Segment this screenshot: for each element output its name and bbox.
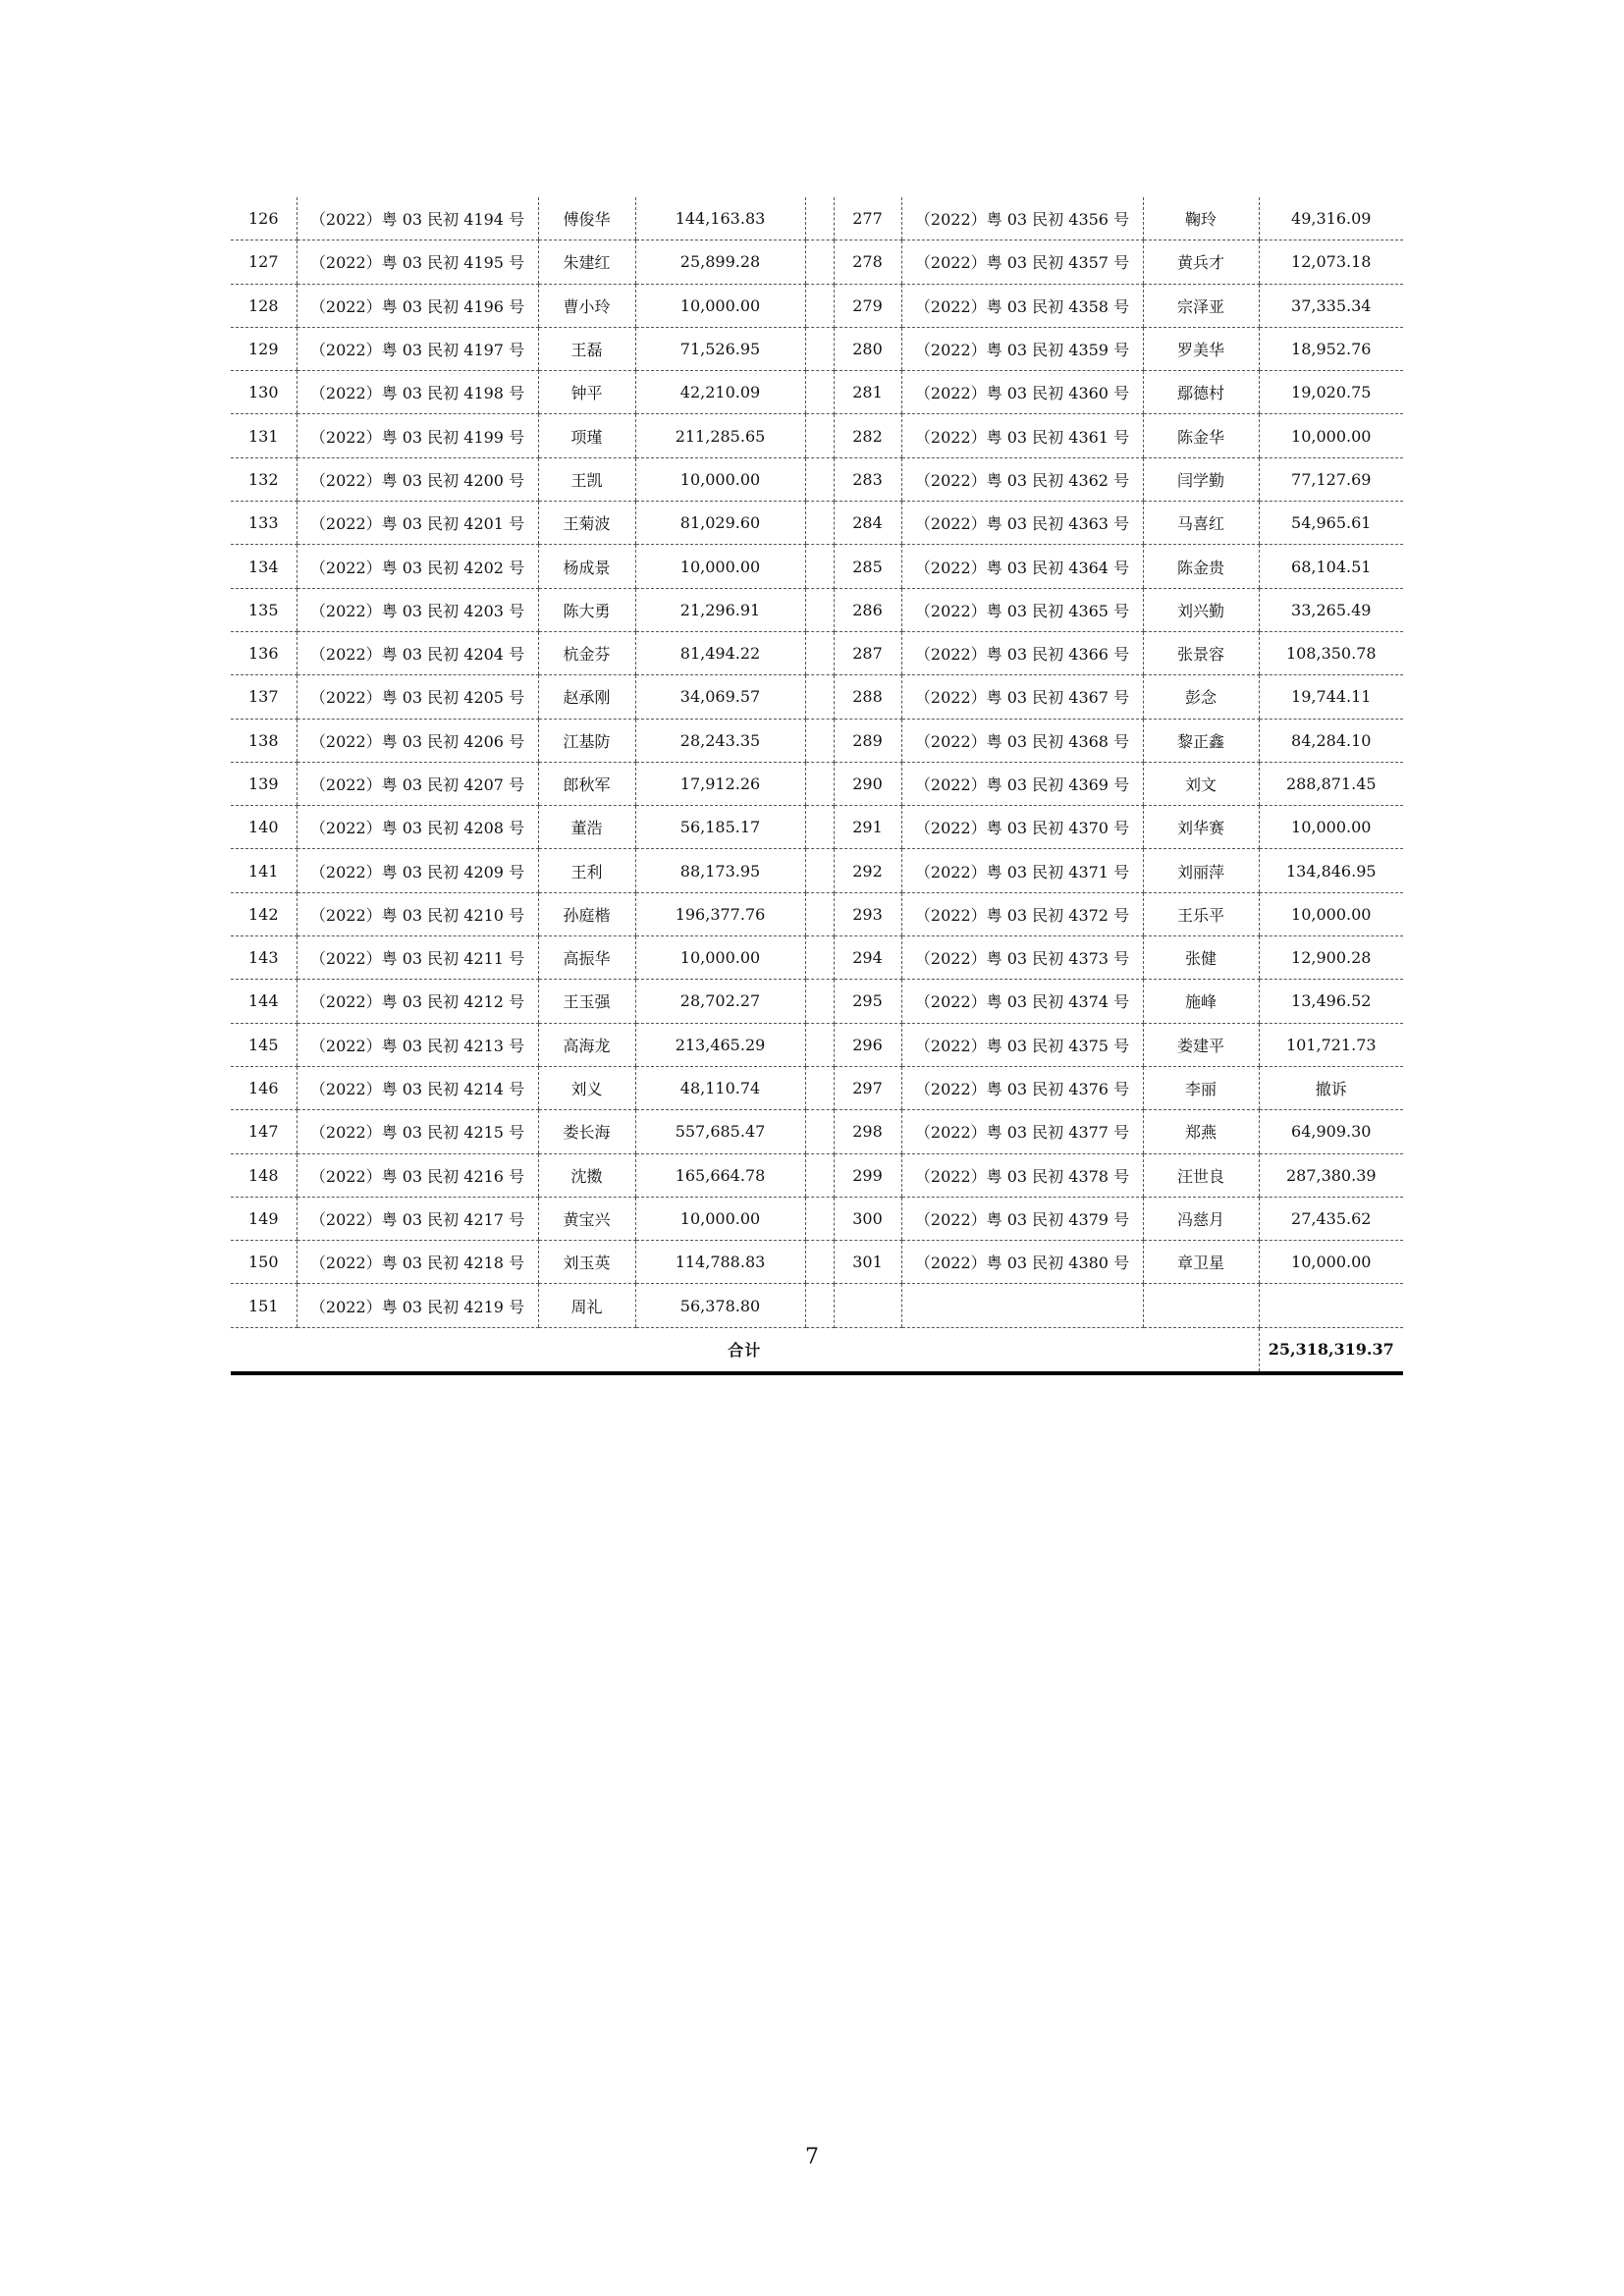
column-gap bbox=[805, 414, 834, 457]
table-row bbox=[231, 240, 1403, 284]
right-case-number: （2022）粤 03 民初 4370 号 bbox=[901, 806, 1143, 849]
right-row-index: 298 bbox=[834, 1110, 901, 1153]
left-party-name: 高海龙 bbox=[538, 1023, 635, 1066]
left-case-number: （2022）粤 03 民初 4219 号 bbox=[297, 1284, 538, 1327]
column-gap bbox=[805, 457, 834, 501]
right-party-name: 刘兴勤 bbox=[1143, 588, 1259, 631]
left-party-name: 陈大勇 bbox=[538, 588, 635, 631]
left-amount: 48,110.74 bbox=[635, 1066, 805, 1109]
left-case-number: （2022）粤 03 民初 4209 号 bbox=[297, 849, 538, 892]
left-row-index: 150 bbox=[231, 1241, 297, 1284]
right-amount: 84,284.10 bbox=[1259, 719, 1403, 762]
right-party-name: 马喜红 bbox=[1143, 502, 1259, 545]
column-gap bbox=[805, 545, 834, 588]
left-party-name: 江基防 bbox=[538, 719, 635, 762]
left-case-number: （2022）粤 03 民初 4204 号 bbox=[297, 631, 538, 674]
left-party-name: 杨成景 bbox=[538, 545, 635, 588]
left-party-name: 刘玉英 bbox=[538, 1241, 635, 1284]
column-gap bbox=[805, 675, 834, 719]
right-row-index bbox=[834, 1284, 901, 1327]
right-case-number: （2022）粤 03 民初 4366 号 bbox=[901, 631, 1143, 674]
table-row bbox=[231, 284, 1403, 327]
right-case-number bbox=[901, 1284, 1143, 1327]
column-gap bbox=[805, 980, 834, 1023]
left-amount: 10,000.00 bbox=[635, 284, 805, 327]
left-case-number: （2022）粤 03 民初 4208 号 bbox=[297, 806, 538, 849]
right-row-index: 300 bbox=[834, 1197, 901, 1240]
left-row-index: 136 bbox=[231, 631, 297, 674]
left-party-name: 高振华 bbox=[538, 936, 635, 980]
right-party-name: 罗美华 bbox=[1143, 327, 1259, 370]
total-value: 25,318,319.37 bbox=[1259, 1327, 1403, 1373]
right-party-name: 黄兵才 bbox=[1143, 240, 1259, 284]
table-body bbox=[231, 197, 1403, 1373]
left-case-number: （2022）粤 03 民初 4206 号 bbox=[297, 719, 538, 762]
case-amount-table bbox=[231, 197, 1403, 1375]
right-party-name: 郑燕 bbox=[1143, 1110, 1259, 1153]
table-row bbox=[231, 327, 1403, 370]
column-gap bbox=[805, 284, 834, 327]
left-amount: 10,000.00 bbox=[635, 545, 805, 588]
left-row-index: 148 bbox=[231, 1153, 297, 1197]
left-row-index: 132 bbox=[231, 457, 297, 501]
left-case-number: （2022）粤 03 民初 4207 号 bbox=[297, 762, 538, 805]
right-party-name: 鄢德村 bbox=[1143, 371, 1259, 414]
left-row-index: 149 bbox=[231, 1197, 297, 1240]
right-party-name: 鞠玲 bbox=[1143, 197, 1259, 240]
right-party-name: 闫学勤 bbox=[1143, 457, 1259, 501]
right-party-name: 张健 bbox=[1143, 936, 1259, 980]
right-amount: 10,000.00 bbox=[1259, 414, 1403, 457]
right-amount: 54,965.61 bbox=[1259, 502, 1403, 545]
left-row-index: 144 bbox=[231, 980, 297, 1023]
table-row bbox=[231, 1197, 1403, 1240]
left-case-number: （2022）粤 03 民初 4210 号 bbox=[297, 892, 538, 935]
left-amount: 34,069.57 bbox=[635, 675, 805, 719]
right-amount: 33,265.49 bbox=[1259, 588, 1403, 631]
left-amount: 114,788.83 bbox=[635, 1241, 805, 1284]
right-row-index: 277 bbox=[834, 197, 901, 240]
right-amount: 134,846.95 bbox=[1259, 849, 1403, 892]
right-case-number: （2022）粤 03 民初 4375 号 bbox=[901, 1023, 1143, 1066]
left-case-number: （2022）粤 03 民初 4213 号 bbox=[297, 1023, 538, 1066]
left-row-index: 146 bbox=[231, 1066, 297, 1109]
right-amount: 27,435.62 bbox=[1259, 1197, 1403, 1240]
right-case-number: （2022）粤 03 民初 4373 号 bbox=[901, 936, 1143, 980]
left-row-index: 139 bbox=[231, 762, 297, 805]
right-party-name: 彭念 bbox=[1143, 675, 1259, 719]
left-party-name: 王玉强 bbox=[538, 980, 635, 1023]
table-row bbox=[231, 892, 1403, 935]
table-row bbox=[231, 762, 1403, 805]
left-case-number: （2022）粤 03 民初 4202 号 bbox=[297, 545, 538, 588]
right-row-index: 292 bbox=[834, 849, 901, 892]
right-party-name: 宗泽亚 bbox=[1143, 284, 1259, 327]
table-row bbox=[231, 1284, 1403, 1327]
table-row bbox=[231, 588, 1403, 631]
left-amount: 88,173.95 bbox=[635, 849, 805, 892]
right-case-number: （2022）粤 03 民初 4357 号 bbox=[901, 240, 1143, 284]
left-row-index: 147 bbox=[231, 1110, 297, 1153]
page-number: 7 bbox=[805, 2145, 819, 2169]
right-row-index: 286 bbox=[834, 588, 901, 631]
left-amount: 25,899.28 bbox=[635, 240, 805, 284]
table-row bbox=[231, 980, 1403, 1023]
left-amount: 10,000.00 bbox=[635, 457, 805, 501]
right-case-number: （2022）粤 03 民初 4376 号 bbox=[901, 1066, 1143, 1109]
right-row-index: 282 bbox=[834, 414, 901, 457]
left-party-name: 周礼 bbox=[538, 1284, 635, 1327]
left-amount: 42,210.09 bbox=[635, 371, 805, 414]
table-row bbox=[231, 675, 1403, 719]
right-row-index: 287 bbox=[834, 631, 901, 674]
left-amount: 21,296.91 bbox=[635, 588, 805, 631]
right-row-index: 281 bbox=[834, 371, 901, 414]
left-case-number: （2022）粤 03 民初 4195 号 bbox=[297, 240, 538, 284]
left-row-index: 138 bbox=[231, 719, 297, 762]
right-row-index: 290 bbox=[834, 762, 901, 805]
right-amount: 12,900.28 bbox=[1259, 936, 1403, 980]
right-case-number: （2022）粤 03 民初 4362 号 bbox=[901, 457, 1143, 501]
table-row bbox=[231, 849, 1403, 892]
left-amount: 81,494.22 bbox=[635, 631, 805, 674]
left-party-name: 傅俊华 bbox=[538, 197, 635, 240]
table-row bbox=[231, 806, 1403, 849]
left-row-index: 130 bbox=[231, 371, 297, 414]
column-gap bbox=[805, 892, 834, 935]
right-party-name: 章卫星 bbox=[1143, 1241, 1259, 1284]
right-amount: 49,316.09 bbox=[1259, 197, 1403, 240]
left-row-index: 133 bbox=[231, 502, 297, 545]
right-party-name: 冯慈月 bbox=[1143, 1197, 1259, 1240]
right-row-index: 296 bbox=[834, 1023, 901, 1066]
right-party-name: 张景容 bbox=[1143, 631, 1259, 674]
left-amount: 211,285.65 bbox=[635, 414, 805, 457]
table-row bbox=[231, 1110, 1403, 1153]
right-row-index: 284 bbox=[834, 502, 901, 545]
right-case-number: （2022）粤 03 民初 4369 号 bbox=[901, 762, 1143, 805]
right-amount bbox=[1259, 1284, 1403, 1327]
left-party-name: 刘义 bbox=[538, 1066, 635, 1109]
table-row bbox=[231, 457, 1403, 501]
left-amount: 144,163.83 bbox=[635, 197, 805, 240]
right-row-index: 285 bbox=[834, 545, 901, 588]
column-gap bbox=[805, 1153, 834, 1197]
left-amount: 56,378.80 bbox=[635, 1284, 805, 1327]
right-row-index: 295 bbox=[834, 980, 901, 1023]
table-row bbox=[231, 502, 1403, 545]
right-party-name: 娄建平 bbox=[1143, 1023, 1259, 1066]
left-case-number: （2022）粤 03 民初 4215 号 bbox=[297, 1110, 538, 1153]
right-case-number: （2022）粤 03 民初 4379 号 bbox=[901, 1197, 1143, 1240]
column-gap bbox=[805, 588, 834, 631]
left-party-name: 董浩 bbox=[538, 806, 635, 849]
right-amount: 37,335.34 bbox=[1259, 284, 1403, 327]
left-amount: 196,377.76 bbox=[635, 892, 805, 935]
right-amount: 108,350.78 bbox=[1259, 631, 1403, 674]
column-gap bbox=[805, 631, 834, 674]
left-amount: 71,526.95 bbox=[635, 327, 805, 370]
left-row-index: 135 bbox=[231, 588, 297, 631]
right-party-name: 王乐平 bbox=[1143, 892, 1259, 935]
left-row-index: 127 bbox=[231, 240, 297, 284]
right-amount: 64,909.30 bbox=[1259, 1110, 1403, 1153]
right-amount: 撤诉 bbox=[1259, 1066, 1403, 1109]
right-row-index: 291 bbox=[834, 806, 901, 849]
column-gap bbox=[805, 936, 834, 980]
left-party-name: 王凯 bbox=[538, 457, 635, 501]
left-row-index: 129 bbox=[231, 327, 297, 370]
table-row bbox=[231, 1153, 1403, 1197]
right-row-index: 283 bbox=[834, 457, 901, 501]
left-amount: 56,185.17 bbox=[635, 806, 805, 849]
right-case-number: （2022）粤 03 民初 4363 号 bbox=[901, 502, 1143, 545]
right-party-name: 李丽 bbox=[1143, 1066, 1259, 1109]
left-amount: 28,243.35 bbox=[635, 719, 805, 762]
right-amount: 10,000.00 bbox=[1259, 806, 1403, 849]
column-gap bbox=[805, 1284, 834, 1327]
right-amount: 77,127.69 bbox=[1259, 457, 1403, 501]
left-amount: 17,912.26 bbox=[635, 762, 805, 805]
left-row-index: 143 bbox=[231, 936, 297, 980]
left-case-number: （2022）粤 03 民初 4211 号 bbox=[297, 936, 538, 980]
left-party-name: 王菊波 bbox=[538, 502, 635, 545]
table-row bbox=[231, 936, 1403, 980]
column-gap bbox=[805, 1197, 834, 1240]
table-row bbox=[231, 1066, 1403, 1109]
left-party-name: 郎秋军 bbox=[538, 762, 635, 805]
right-party-name: 刘文 bbox=[1143, 762, 1259, 805]
right-case-number: （2022）粤 03 民初 4359 号 bbox=[901, 327, 1143, 370]
column-gap bbox=[805, 327, 834, 370]
right-row-index: 297 bbox=[834, 1066, 901, 1109]
left-party-name: 钟平 bbox=[538, 371, 635, 414]
left-row-index: 151 bbox=[231, 1284, 297, 1327]
left-party-name: 杭金芬 bbox=[538, 631, 635, 674]
right-row-index: 299 bbox=[834, 1153, 901, 1197]
left-row-index: 137 bbox=[231, 675, 297, 719]
left-case-number: （2022）粤 03 民初 4197 号 bbox=[297, 327, 538, 370]
right-case-number: （2022）粤 03 民初 4380 号 bbox=[901, 1241, 1143, 1284]
right-case-number: （2022）粤 03 民初 4367 号 bbox=[901, 675, 1143, 719]
right-party-name: 施峰 bbox=[1143, 980, 1259, 1023]
right-amount: 10,000.00 bbox=[1259, 892, 1403, 935]
right-case-number: （2022）粤 03 民初 4364 号 bbox=[901, 545, 1143, 588]
right-case-number: （2022）粤 03 民初 4378 号 bbox=[901, 1153, 1143, 1197]
right-party-name: 陈金华 bbox=[1143, 414, 1259, 457]
table-row bbox=[231, 631, 1403, 674]
left-amount: 28,702.27 bbox=[635, 980, 805, 1023]
right-row-index: 293 bbox=[834, 892, 901, 935]
column-gap bbox=[805, 1066, 834, 1109]
right-party-name: 汪世良 bbox=[1143, 1153, 1259, 1197]
right-case-number: （2022）粤 03 民初 4358 号 bbox=[901, 284, 1143, 327]
left-amount: 213,465.29 bbox=[635, 1023, 805, 1066]
column-gap bbox=[805, 849, 834, 892]
right-row-index: 289 bbox=[834, 719, 901, 762]
left-case-number: （2022）粤 03 民初 4205 号 bbox=[297, 675, 538, 719]
right-amount: 101,721.73 bbox=[1259, 1023, 1403, 1066]
column-gap bbox=[805, 762, 834, 805]
left-row-index: 141 bbox=[231, 849, 297, 892]
left-row-index: 134 bbox=[231, 545, 297, 588]
right-case-number: （2022）粤 03 民初 4368 号 bbox=[901, 719, 1143, 762]
left-party-name: 黄宝兴 bbox=[538, 1197, 635, 1240]
left-party-name: 曹小玲 bbox=[538, 284, 635, 327]
left-row-index: 126 bbox=[231, 197, 297, 240]
right-case-number: （2022）粤 03 民初 4360 号 bbox=[901, 371, 1143, 414]
column-gap bbox=[805, 719, 834, 762]
left-case-number: （2022）粤 03 民初 4201 号 bbox=[297, 502, 538, 545]
right-party-name: 刘华赛 bbox=[1143, 806, 1259, 849]
total-row bbox=[231, 1327, 1403, 1373]
column-gap bbox=[805, 502, 834, 545]
left-amount: 10,000.00 bbox=[635, 936, 805, 980]
table-row bbox=[231, 197, 1403, 240]
table-row bbox=[231, 414, 1403, 457]
right-case-number: （2022）粤 03 民初 4356 号 bbox=[901, 197, 1143, 240]
column-gap bbox=[805, 197, 834, 240]
left-case-number: （2022）粤 03 民初 4214 号 bbox=[297, 1066, 538, 1109]
left-party-name: 赵承刚 bbox=[538, 675, 635, 719]
left-amount: 557,685.47 bbox=[635, 1110, 805, 1153]
table-row bbox=[231, 545, 1403, 588]
right-amount: 287,380.39 bbox=[1259, 1153, 1403, 1197]
left-row-index: 128 bbox=[231, 284, 297, 327]
left-case-number: （2022）粤 03 民初 4217 号 bbox=[297, 1197, 538, 1240]
right-amount: 19,744.11 bbox=[1259, 675, 1403, 719]
right-party-name: 陈金贵 bbox=[1143, 545, 1259, 588]
column-gap bbox=[805, 1110, 834, 1153]
right-amount: 288,871.45 bbox=[1259, 762, 1403, 805]
right-amount: 19,020.75 bbox=[1259, 371, 1403, 414]
left-case-number: （2022）粤 03 民初 4203 号 bbox=[297, 588, 538, 631]
right-amount: 10,000.00 bbox=[1259, 1241, 1403, 1284]
column-gap bbox=[805, 806, 834, 849]
left-case-number: （2022）粤 03 民初 4196 号 bbox=[297, 284, 538, 327]
left-case-number: （2022）粤 03 民初 4200 号 bbox=[297, 457, 538, 501]
right-case-number: （2022）粤 03 民初 4361 号 bbox=[901, 414, 1143, 457]
right-case-number: （2022）粤 03 民初 4372 号 bbox=[901, 892, 1143, 935]
total-label: 合计 bbox=[231, 1327, 1259, 1373]
table-row bbox=[231, 1241, 1403, 1284]
right-amount: 68,104.51 bbox=[1259, 545, 1403, 588]
left-amount: 10,000.00 bbox=[635, 1197, 805, 1240]
column-gap bbox=[805, 1023, 834, 1066]
left-party-name: 孙庭楷 bbox=[538, 892, 635, 935]
left-party-name: 王磊 bbox=[538, 327, 635, 370]
left-case-number: （2022）粤 03 民初 4198 号 bbox=[297, 371, 538, 414]
right-amount: 13,496.52 bbox=[1259, 980, 1403, 1023]
left-party-name: 沈擞 bbox=[538, 1153, 635, 1197]
left-row-index: 140 bbox=[231, 806, 297, 849]
left-party-name: 项瑾 bbox=[538, 414, 635, 457]
left-row-index: 131 bbox=[231, 414, 297, 457]
right-case-number: （2022）粤 03 民初 4365 号 bbox=[901, 588, 1143, 631]
table-row bbox=[231, 371, 1403, 414]
table-row bbox=[231, 1023, 1403, 1066]
left-case-number: （2022）粤 03 民初 4216 号 bbox=[297, 1153, 538, 1197]
right-amount: 12,073.18 bbox=[1259, 240, 1403, 284]
left-case-number: （2022）粤 03 民初 4194 号 bbox=[297, 197, 538, 240]
right-party-name: 黎正鑫 bbox=[1143, 719, 1259, 762]
left-case-number: （2022）粤 03 民初 4218 号 bbox=[297, 1241, 538, 1284]
left-case-number: （2022）粤 03 民初 4212 号 bbox=[297, 980, 538, 1023]
left-case-number: （2022）粤 03 民初 4199 号 bbox=[297, 414, 538, 457]
left-party-name: 王利 bbox=[538, 849, 635, 892]
left-row-index: 145 bbox=[231, 1023, 297, 1066]
left-party-name: 娄长海 bbox=[538, 1110, 635, 1153]
right-row-index: 278 bbox=[834, 240, 901, 284]
right-party-name bbox=[1143, 1284, 1259, 1327]
left-party-name: 朱建红 bbox=[538, 240, 635, 284]
right-row-index: 279 bbox=[834, 284, 901, 327]
left-amount: 81,029.60 bbox=[635, 502, 805, 545]
right-row-index: 301 bbox=[834, 1241, 901, 1284]
column-gap bbox=[805, 240, 834, 284]
right-case-number: （2022）粤 03 民初 4374 号 bbox=[901, 980, 1143, 1023]
left-row-index: 142 bbox=[231, 892, 297, 935]
right-row-index: 294 bbox=[834, 936, 901, 980]
right-row-index: 280 bbox=[834, 327, 901, 370]
column-gap bbox=[805, 1241, 834, 1284]
right-row-index: 288 bbox=[834, 675, 901, 719]
left-amount: 165,664.78 bbox=[635, 1153, 805, 1197]
right-amount: 18,952.76 bbox=[1259, 327, 1403, 370]
right-case-number: （2022）粤 03 民初 4371 号 bbox=[901, 849, 1143, 892]
column-gap bbox=[805, 371, 834, 414]
right-party-name: 刘丽萍 bbox=[1143, 849, 1259, 892]
table-row bbox=[231, 719, 1403, 762]
right-case-number: （2022）粤 03 民初 4377 号 bbox=[901, 1110, 1143, 1153]
